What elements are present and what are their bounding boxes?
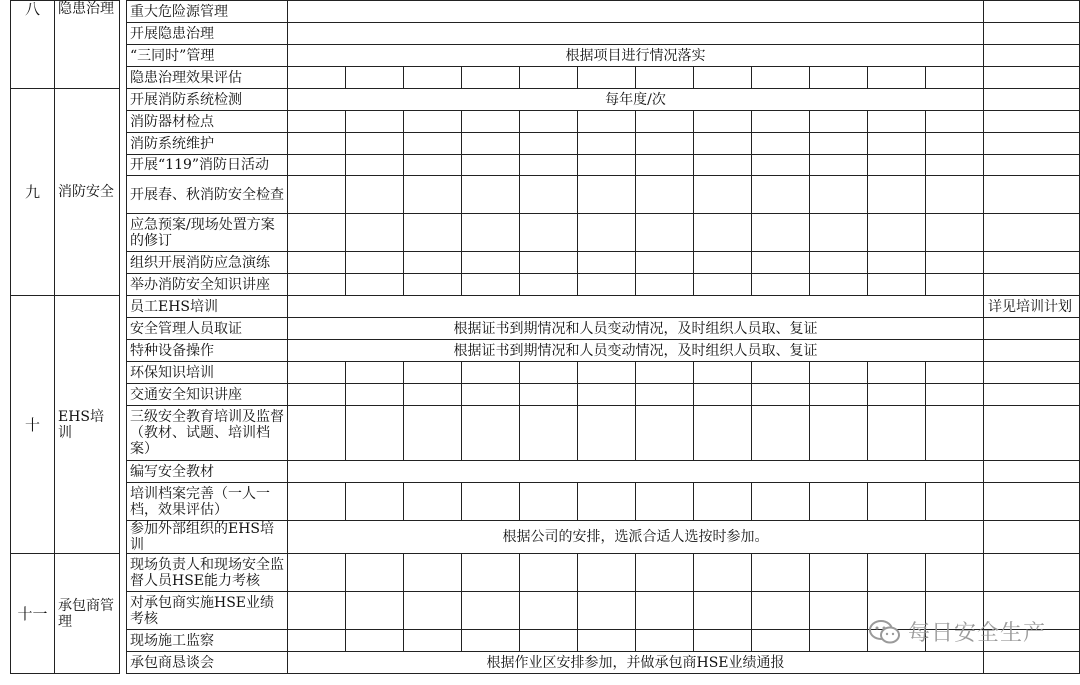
remark-cell <box>984 67 1080 89</box>
month-cell <box>636 362 694 384</box>
item-cell: 开展春、秋消防安全检查 <box>127 176 288 214</box>
month-cell <box>520 406 578 461</box>
merged-schedule-cell: 根据证书到期情况和人员变动情况，及时组织人员取、复证 <box>288 340 984 362</box>
watermark <box>868 616 1046 647</box>
item-cell: 特种设备操作 <box>127 340 288 362</box>
month-cell <box>752 176 810 214</box>
merged-schedule-cell: 根据作业区安排参加，并做承包商HSE业绩通报 <box>288 652 984 674</box>
month-cell <box>346 67 404 89</box>
table-row <box>11 155 1080 176</box>
table-row <box>11 296 1080 318</box>
month-cell <box>868 252 926 274</box>
month-cell <box>520 362 578 384</box>
remark-cell <box>984 384 1080 406</box>
remark-cell <box>984 406 1080 461</box>
month-cell <box>636 483 694 521</box>
month-cell <box>520 554 578 592</box>
month-cell <box>810 214 868 252</box>
remark-cell <box>984 176 1080 214</box>
section-category: EHS培训 <box>55 296 120 554</box>
month-cell <box>578 362 636 384</box>
item-cell: 现场施工监察 <box>127 630 288 652</box>
month-cell <box>926 133 984 155</box>
table-row <box>11 111 1080 133</box>
gap-column <box>120 89 127 296</box>
merged-schedule-cell <box>288 1 984 23</box>
month-cell <box>404 111 462 133</box>
month-cell <box>404 592 462 630</box>
month-cell <box>810 67 868 89</box>
month-cell <box>578 592 636 630</box>
month-cell <box>346 176 404 214</box>
month-cell <box>462 67 520 89</box>
month-cell <box>462 252 520 274</box>
month-cell <box>636 406 694 461</box>
item-cell: 举办消防安全知识讲座 <box>127 274 288 296</box>
month-cell <box>578 214 636 252</box>
month-cell <box>868 155 926 176</box>
month-cell <box>694 592 752 630</box>
month-cell <box>462 214 520 252</box>
table-row <box>11 23 1080 45</box>
month-cell <box>810 111 868 133</box>
table-row <box>11 133 1080 155</box>
month-cell <box>752 67 810 89</box>
month-cell <box>462 554 520 592</box>
section-category: 消防安全 <box>55 89 120 296</box>
month-cell <box>868 554 926 592</box>
item-cell: 开展隐患治理 <box>127 23 288 45</box>
month-cell <box>694 362 752 384</box>
item-cell: 培训档案完善（一人一档，效果评估） <box>127 483 288 521</box>
remark-cell <box>984 318 1080 340</box>
remark-cell <box>984 521 1080 554</box>
month-cell <box>578 111 636 133</box>
month-cell <box>636 214 694 252</box>
item-cell: 员工EHS培训 <box>127 296 288 318</box>
month-cell <box>520 111 578 133</box>
month-cell <box>578 274 636 296</box>
month-cell <box>636 252 694 274</box>
table-row <box>11 89 1080 111</box>
item-cell: 开展消防系统检测 <box>127 89 288 111</box>
item-cell: 编写安全教材 <box>127 461 288 483</box>
month-cell <box>288 630 346 652</box>
month-cell <box>346 483 404 521</box>
month-cell <box>810 592 868 630</box>
month-cell <box>288 406 346 461</box>
month-cell <box>346 214 404 252</box>
month-cell <box>752 384 810 406</box>
month-cell <box>636 155 694 176</box>
item-cell: 环保知识培训 <box>127 362 288 384</box>
month-cell <box>288 592 346 630</box>
month-cell <box>810 554 868 592</box>
month-cell <box>462 133 520 155</box>
month-cell <box>288 214 346 252</box>
merged-schedule-cell: 根据公司的安排，选派合适人选按时参加。 <box>288 521 984 554</box>
month-cell <box>346 155 404 176</box>
item-cell: 承包商恳谈会 <box>127 652 288 674</box>
month-cell <box>404 554 462 592</box>
table-row <box>11 461 1080 483</box>
month-cell <box>752 362 810 384</box>
month-cell <box>346 592 404 630</box>
month-cell <box>868 176 926 214</box>
month-cell <box>694 252 752 274</box>
month-cell <box>346 252 404 274</box>
section-category: 隐患治理 <box>55 1 120 89</box>
month-cell <box>752 592 810 630</box>
month-cell <box>810 483 868 521</box>
remark-cell <box>984 461 1080 483</box>
month-cell <box>578 554 636 592</box>
item-cell: 重大危险源管理 <box>127 1 288 23</box>
table-row <box>11 214 1080 252</box>
month-cell <box>868 111 926 133</box>
merged-schedule-cell <box>288 461 984 483</box>
item-cell: 对承包商实施HSE业绩考核 <box>127 592 288 630</box>
month-cell <box>404 67 462 89</box>
table-row <box>11 554 1080 592</box>
item-cell: 参加外部组织的EHS培训 <box>127 521 288 554</box>
month-cell <box>752 252 810 274</box>
remark-cell <box>984 133 1080 155</box>
section-number: 八 <box>11 1 55 89</box>
month-cell <box>926 554 984 592</box>
month-cell <box>810 252 868 274</box>
month-cell <box>926 214 984 252</box>
month-cell <box>926 111 984 133</box>
month-cell <box>694 630 752 652</box>
remark-cell <box>984 89 1080 111</box>
month-cell <box>694 111 752 133</box>
section-number: 十 <box>11 296 55 554</box>
month-cell <box>868 362 926 384</box>
month-cell <box>578 630 636 652</box>
table-row <box>11 521 1080 554</box>
remark-cell <box>984 214 1080 252</box>
month-cell <box>288 274 346 296</box>
month-cell <box>404 274 462 296</box>
month-cell <box>810 630 868 652</box>
month-cell <box>520 592 578 630</box>
month-cell <box>462 176 520 214</box>
month-cell <box>810 155 868 176</box>
month-cell <box>578 252 636 274</box>
month-cell <box>752 483 810 521</box>
month-cell <box>694 554 752 592</box>
month-cell <box>926 483 984 521</box>
month-cell <box>636 67 694 89</box>
item-cell: 安全管理人员取证 <box>127 318 288 340</box>
month-cell <box>810 406 868 461</box>
item-cell: 现场负责人和现场安全监督人员HSE能力考核 <box>127 554 288 592</box>
gap-column <box>120 1 127 89</box>
item-cell: 隐患治理效果评估 <box>127 67 288 89</box>
month-cell <box>462 406 520 461</box>
month-cell <box>346 274 404 296</box>
remark-cell <box>984 340 1080 362</box>
month-cell <box>288 67 346 89</box>
month-cell <box>694 176 752 214</box>
month-cell <box>404 406 462 461</box>
month-cell <box>926 155 984 176</box>
remark-cell <box>984 483 1080 521</box>
month-cell <box>926 67 984 89</box>
item-cell: 交通安全知识讲座 <box>127 384 288 406</box>
month-cell <box>636 133 694 155</box>
month-cell <box>636 111 694 133</box>
table-row <box>11 252 1080 274</box>
month-cell <box>520 483 578 521</box>
remark-cell <box>984 111 1080 133</box>
month-cell <box>926 176 984 214</box>
month-cell <box>404 362 462 384</box>
item-cell: “三同时”管理 <box>127 45 288 67</box>
table-row <box>11 318 1080 340</box>
month-cell <box>346 362 404 384</box>
table-row <box>11 274 1080 296</box>
item-cell: 应急预案/现场处置方案的修订 <box>127 214 288 252</box>
month-cell <box>520 252 578 274</box>
month-cell <box>752 630 810 652</box>
month-cell <box>346 133 404 155</box>
safety-plan-table <box>10 0 1080 674</box>
month-cell <box>520 155 578 176</box>
item-cell: 消防器材检点 <box>127 111 288 133</box>
month-cell <box>868 67 926 89</box>
remark-cell <box>984 1 1080 23</box>
item-cell: 消防系统维护 <box>127 133 288 155</box>
table-row <box>11 176 1080 214</box>
month-cell <box>694 406 752 461</box>
month-cell <box>868 133 926 155</box>
month-cell <box>520 274 578 296</box>
month-cell <box>636 592 694 630</box>
month-cell <box>868 483 926 521</box>
month-cell <box>578 133 636 155</box>
month-cell <box>752 214 810 252</box>
month-cell <box>636 554 694 592</box>
month-cell <box>520 176 578 214</box>
month-cell <box>694 67 752 89</box>
month-cell <box>288 252 346 274</box>
month-cell <box>578 155 636 176</box>
month-cell <box>462 384 520 406</box>
remark-cell <box>984 45 1080 67</box>
month-cell <box>520 133 578 155</box>
remark-cell <box>984 554 1080 592</box>
month-cell <box>578 483 636 521</box>
month-cell <box>404 155 462 176</box>
table-row <box>11 340 1080 362</box>
month-cell <box>752 155 810 176</box>
month-cell <box>404 252 462 274</box>
table-row <box>11 45 1080 67</box>
month-cell <box>346 111 404 133</box>
month-cell <box>288 155 346 176</box>
table-row <box>11 483 1080 521</box>
month-cell <box>694 483 752 521</box>
remark-cell <box>984 362 1080 384</box>
month-cell <box>404 483 462 521</box>
month-cell <box>578 384 636 406</box>
month-cell <box>578 176 636 214</box>
month-cell <box>752 133 810 155</box>
month-cell <box>462 630 520 652</box>
month-cell <box>636 384 694 406</box>
month-cell <box>926 252 984 274</box>
table-row <box>11 384 1080 406</box>
month-cell <box>578 67 636 89</box>
month-cell <box>520 214 578 252</box>
month-cell <box>810 362 868 384</box>
month-cell <box>694 214 752 252</box>
month-cell <box>810 274 868 296</box>
merged-schedule-cell <box>288 23 984 45</box>
month-cell <box>810 176 868 214</box>
month-cell <box>868 406 926 461</box>
item-cell: 三级安全教育培训及监督（教材、试题、培训档案） <box>127 406 288 461</box>
month-cell <box>404 384 462 406</box>
month-cell <box>462 155 520 176</box>
month-cell <box>404 214 462 252</box>
table-row <box>11 406 1080 461</box>
month-cell <box>404 630 462 652</box>
month-cell <box>868 214 926 252</box>
month-cell <box>752 554 810 592</box>
remark-cell <box>984 252 1080 274</box>
month-cell <box>694 133 752 155</box>
month-cell <box>462 592 520 630</box>
table-row <box>11 362 1080 384</box>
month-cell <box>926 406 984 461</box>
month-cell <box>694 384 752 406</box>
month-cell <box>926 362 984 384</box>
month-cell <box>288 111 346 133</box>
wechat-icon <box>868 618 902 646</box>
item-cell: 开展“119”消防日活动 <box>127 155 288 176</box>
table-row <box>11 1 1080 23</box>
gap-column <box>120 296 127 554</box>
merged-schedule-cell: 根据项目进行情况落实 <box>288 45 984 67</box>
month-cell <box>288 176 346 214</box>
month-cell <box>346 406 404 461</box>
month-cell <box>288 362 346 384</box>
month-cell <box>868 274 926 296</box>
month-cell <box>346 630 404 652</box>
month-cell <box>752 111 810 133</box>
month-cell <box>578 406 636 461</box>
item-cell: 组织开展消防应急演练 <box>127 252 288 274</box>
section-number: 十一 <box>11 554 55 674</box>
month-cell <box>520 67 578 89</box>
remark-cell: 详见培训计划 <box>984 296 1080 318</box>
month-cell <box>288 133 346 155</box>
section-number: 九 <box>11 89 55 296</box>
month-cell <box>288 554 346 592</box>
merged-schedule-cell: 根据证书到期情况和人员变动情况，及时组织人员取、复证 <box>288 318 984 340</box>
remark-cell <box>984 23 1080 45</box>
month-cell <box>462 362 520 384</box>
watermark-text: 每日安全生产 <box>907 621 1046 646</box>
month-cell <box>636 176 694 214</box>
month-cell <box>694 155 752 176</box>
month-cell <box>694 274 752 296</box>
month-cell <box>404 176 462 214</box>
month-cell <box>868 384 926 406</box>
gap-column <box>120 554 127 674</box>
month-cell <box>462 274 520 296</box>
table-row <box>11 67 1080 89</box>
merged-schedule-cell: 每年度/次 <box>288 89 984 111</box>
month-cell <box>346 384 404 406</box>
month-cell <box>462 483 520 521</box>
month-cell <box>926 274 984 296</box>
month-cell <box>288 483 346 521</box>
month-cell <box>462 111 520 133</box>
month-cell <box>346 554 404 592</box>
remark-cell <box>984 274 1080 296</box>
month-cell <box>926 384 984 406</box>
merged-schedule-cell <box>288 296 984 318</box>
remark-cell <box>984 652 1080 674</box>
month-cell <box>520 630 578 652</box>
section-category: 承包商管理 <box>55 554 120 674</box>
month-cell <box>404 133 462 155</box>
table-row <box>11 652 1080 674</box>
month-cell <box>636 274 694 296</box>
month-cell <box>636 630 694 652</box>
remark-cell <box>984 155 1080 176</box>
month-cell <box>810 384 868 406</box>
month-cell <box>810 133 868 155</box>
month-cell <box>752 274 810 296</box>
month-cell <box>288 384 346 406</box>
month-cell <box>752 406 810 461</box>
month-cell <box>520 384 578 406</box>
